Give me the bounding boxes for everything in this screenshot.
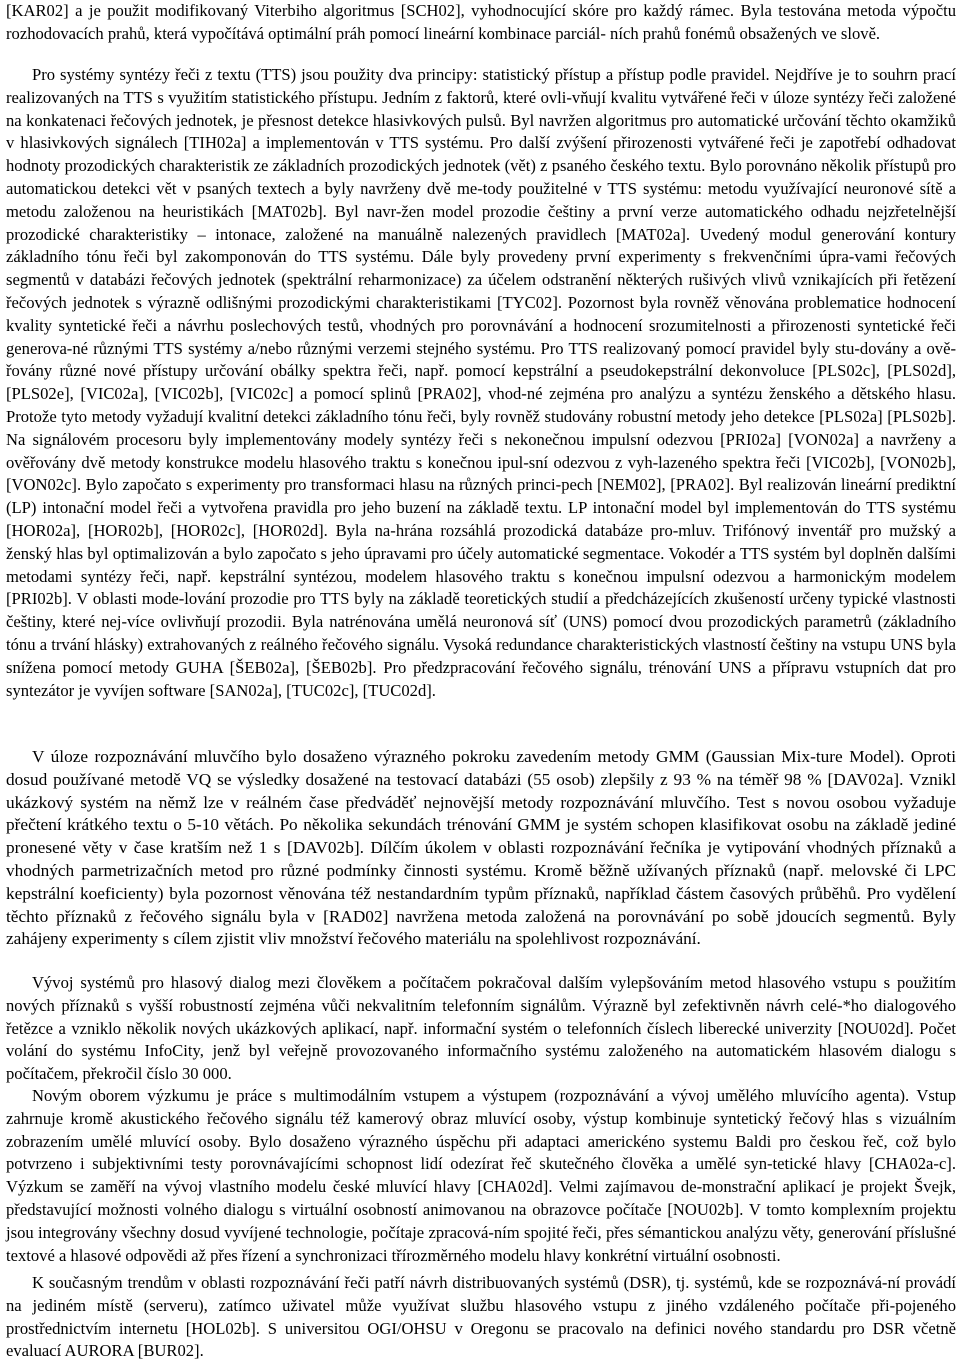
paragraph-speaker-recognition: V úloze rozpoznávání mluvčího bylo dosaženo výrazného pokroku zavedením metody GMM (Gaussian Mix-ture Model). Oproti dosud používané metodě VQ se výsledky dosažené na testovací databázi (55 osob) zlepšily z 93 % na téměř 98 % [DAV02a]. Vznikl ukázkový systém na němž lze v reálném čase předváděť nejnovější metody rozpoznávání mluvčího. Test s novou osobou vyžaduje přečtení krátkého textu o 5-10 větách. Po několika sekundách trénování GMM je systém schopen klasifikovat osobu na základě jediné pronesené věty v čase kratším než 1 s [DAV02b]. Dílčím úkolem v oblasti rozpoznávání řečníka je vytipování vhodných příznaků a vhodných parmetrizačních metod pro různé podmínky činnosti systému. Kromě běžně užívaných příznaků (např. melovské či LPC kepstrální koeficienty) byla pozornost věnována též nestandardním typům příznaků, například částem časových průběhů. Pro vydělení těchto příznaků z řečového signálu byla v [RAD02] navržena metoda založená na porovnávání po sobě jdoucích segmentů. Byly zahájeny experimenty s cílem zjistit vliv množství řečového materiálu na spolehlivost rozpoznávání.	[6, 747, 956, 949]
paragraph-tts-synthesis: Pro systémy syntézy řeči z textu (TTS) jsou použity dva principy: statistický přístup a přístup podle pravidel. Nejdříve je to souhrn prací realizovaných na TTS s využitím statistického přístupu. Jedním z faktorů, které ovli-vňují kvalitu vytvářené řeči v úloze syntézy řeči založené na konkatenaci řečových jednotek, je přesnost detekce hlasivkových pulsů. Byl navržen algoritmus pro automatické určování těchto okamžiků v hlasivkových signálech [TIH02a] a implementován v TTS systému. Pro další zvýšení přirozenosti vytvářené řeči je zapotřebí odhadovat hodnoty prozodických charakteristik ze základních prozodických jednotek (vět) z psaného českého textu. Bylo porovnáno několik přístupů pro automatickou detekci vět v psaných textech a byly navrženy dvě me-tody použitelné v TTS systému: metodu využívající neuronové sítě a metodu založenou na heuristikách [MAT02b]. Byl navr-žen model prozodie češtiny a první verze automatického odhadu nejzřetelnější prozodické charakteristiky – intonace, založené na manuálně nalezených pravidlech [MAT02a]. Uvedený modul generování kontury základního tónu řeči byl zakomponován do TTS systému. Dále byly provedeny první experimenty s frekvenčními úpra-vami řečových segmentů v databázi řečových jednotek (spektrální reharmonizace) za účelem odstranění některých rušivých vlivů vznikajících při řetězení řečových jednotek s výrazně odlišnými prozodickými charakteristikami [TYC02]. Pozornost byla rovněž věnována problematice hodnocení kvality syntetické řeči a návrhu poslechových testů, vhodných pro porovnávání a hodnocení srozumitelnosti a přirozenosti syntetické řeči generova-né různými TTS systémy a/nebo různými verzemi stejného systému. Pro TTS realizovaný pomocí pravidel byly stu-dovány a ově-řovány různé nové přístupy určování obálky spektra řeči, např. pomocí kepstrální a pseudokepstrální dekonvoluce [PLS02c], [PLS02d], [PLS02e], [VIC02a], [VIC02b], [VIC02c] a pomocí splinů [PRA02], vhod-né zejména pro analýzu a syntézu ženského a dětského hlasu. Protože tyto metody vyžadují kvalitní detekci základního tónu řeči, byly rovněž studovány robustní metody jeho detekce [PLS02a] [PLS02b]. Na signálovém procesoru byly implementovány modely syntézy řeči s nekonečnou impulsní odezvou [PRI02a] [VON02a] a navrženy a ověřovány dvě metody konstrukce modelu hlasového traktu s konečnou ipul-sní odezvou z vyh-lazeného spektra řeči [VIC02b], [VON02b], [VON02c]. Bylo započato s experimenty pro transformaci hlasu na různých princi-pech [NEM02], [PRA02]. Byl realizován lineární prediktní (LP) intonační model řeči a vytvořena pravidla pro jeho buzení na základě textu. LP intonační model byl implementován do TTS systému [HOR02a], [HOR02b], [HOR02c], [HOR02d]. Byla na-hrána rozsáhlá prozodická databáze pro-mluv. Trifónový inventář pro mužský a ženský hlas byl optimalizován a bylo započato s jeho úpravami pro účely automatické segmentace. Vokodér a TTS systém byl doplněn dalšími metodami syntézy řeči, např. kepstrální syntézou, modelem hlasového traktu s konečnou impulsní odezvou a harmonickým modelem [PRI02b]. V oblasti mode-lování prozodie pro TTS byly na základě teoretických studií a předcházejících zkušeností určeny typické vlastnosti češtiny, které nej-více ovlivňují prozodii. Byla natrénována umělá neuronová síť (UNS) pomocí dvou prozodických parametrů (základního tónu a trvání hlásky) extrahovaných z reálného řečového signálu. Vysoká redundance charakteristických vlastností češtiny na vstupu UNS byla snížena pomocí metody GUHA [ŠEB02a], [ŠEB02b]. Pro předzpracování řečového signálu, trénování UNS a přípravu vstupních dat pro syntezátor je vyvíjen software [SAN02a], [TUC02c], [TUC02d].	[6, 65, 956, 700]
paragraph-distributed-recognition: K současným trendům v oblasti rozpoznávání řeči patří návrh distribuovaných systémů (DSR), tj. systémů, kde se rozpoznává-ní provádí na jediném místě (serveru), zatímco uživatel může využívat službu hlasového vstupu z jiného vzdáleného počítače při-pojeného prostřednictvím internetu [HOL02b]. S universitou OGI/OHSU v Oregonu se pracovalo na definici nového standardu pro DSR včetně evaluací AURORA [BUR02].	[6, 1273, 956, 1361]
paragraph-voice-dialog: Vývoj systémů pro hlasový dialog mezi člověkem a počítačem pokračoval dalším vylepšováním metod hlasového vstupu s použitím nových příznaků s vyšší robustností zejména vůči nekvalitním telefonním signálům. Výrazně byl zefektivněn návrh celé-*ho dialogového řetězce a vzniklo několik nových ukázkových aplikací, např. informační systém o telefonních číslech liberecké univerzity [NOU02d]. Počet volání do systému InfoCity, jenž byl veřejně provozovaného informačního systému založeného na automatickém hlasovém dialogu s počítačem, překročil číslo 30 000.	[6, 973, 956, 1084]
paragraph-multimodal: Novým oborem výzkumu je práce s multimodálním vstupem a výstupem (rozpoznávání a vývoj umělého mluvícího agenta). Vstup zahrnuje kromě akustického řečového signálu též kamerový obraz mluvící osoby, výstup kombinuje syntetický řečový hlas s vizuálním zobrazením umělé mluvící osoby. Bylo dosaženo výrazného úspěchu při adaptaci americkéno systemu Baldi pro českou řeč, což bylo potvrzeno i subjektivními testy porovnávajícími schopnost lidí odezírat řeč skutečného člověka a umělé syn-tetické hlavy [CHA02a-c]. Výzkum se zaměří na vývoj vlastního modelu české mluvící hlavy [CHA02d]. Velmi zajímavou de-monstrační aplikací je projekt Švejk, představující možnosti volného dialogu s virtuální osobností animovanou na obrazovce počítače [NOU02b]. V tomto komplexním projektu jsou integrovány všechny dosud vyvíjené technologie, počítaje zpracová-ním spojité řeči, přes sémantickou analýzu věty, generování příslušné textové a hlasové odpovědi až přes řízení a synchronizaci třírozměrného modelu hlavy konkrétní virtuální osobnosti.	[6, 1086, 956, 1265]
paragraph-asr-keyword-spotting: [KAR02] a je použit modifikovaný Viterbiho algoritmus [SCH02], vyhodnocující skóre pro každý rámec. Byla testována metoda výpočtu rozhodovacích prahů, která vypočítává optimální práh pomocí lineární kombinace parciál- ních prahů fonémů obsažených ve slově.	[6, 1, 956, 43]
